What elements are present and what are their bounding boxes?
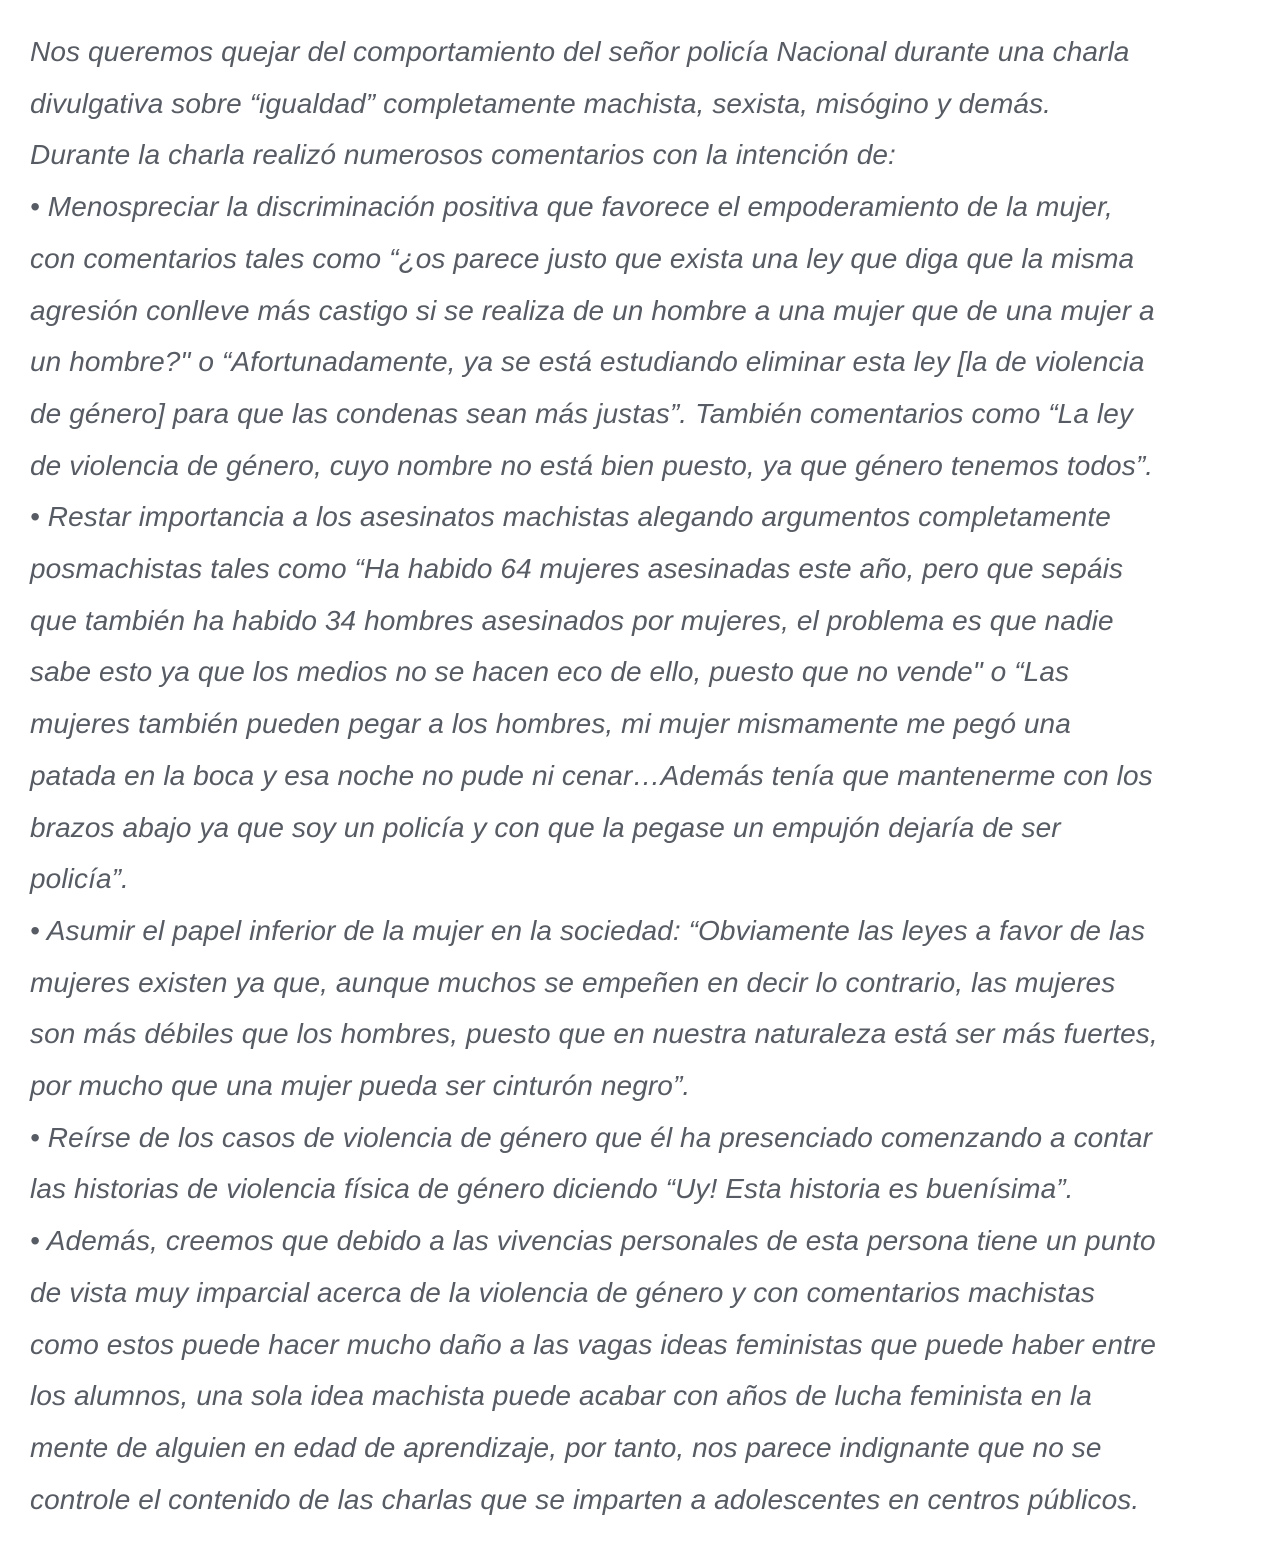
text-line: como estos puede hacer mucho daño a las vagas ideas feministas que puede haber entre (30, 1328, 1157, 1360)
text-line: mujeres existen ya que, aunque muchos se empeñen en decir lo contrario, las mujeres (30, 966, 1116, 998)
text-line: patada en la boca y esa noche no pude ni cenar…Además tenía que mantenerme con los (30, 759, 1153, 791)
text-line: sabe esto ya que los medios no se hacen eco de ello, puesto que no vende" o “Las (30, 656, 1070, 688)
text-line: los alumnos, una sola idea machista puede acabar con años de lucha feminista en la (30, 1380, 1092, 1412)
text-line: con comentarios tales como “¿os parece justo que exista una ley que diga que la misma (30, 242, 1135, 274)
text-line: mente de alguien en edad de aprendizaje, por tanto, nos parece indignante que no se (30, 1431, 1102, 1463)
text-line-bullet: • Menospreciar la discriminación positiva que favorece el empoderamiento de la mujer, (30, 191, 1113, 223)
text-line: Durante la charla realizó numerosos comentarios con la intención de: (30, 139, 896, 171)
text-line: Nos queremos quejar del comportamiento del señor policía Nacional durante una charla (30, 36, 1130, 67)
text-line: las historias de violencia física de género diciendo “Uy! Esta historia es buenísima”. (30, 1173, 1074, 1205)
text-line-bullet: • Restar importancia a los asesinatos machistas alegando argumentos completamente (30, 501, 1111, 533)
text-line-bullet: • Además, creemos que debido a las vivencias personales de esta persona tiene un punto (30, 1225, 1156, 1257)
text-line: por mucho que una mujer pueda ser cinturón negro”. (30, 1070, 691, 1102)
text-line: de violencia de género, cuyo nombre no está bien puesto, ya que género tenemos todos”. (30, 449, 1154, 481)
text-line-bullet: • Asumir el papel inferior de la mujer en la sociedad: “Obviamente las leyes a favor de las (30, 914, 1146, 946)
text-line: un hombre?" o “Afortunadamente, ya se está estudiando eliminar esta ley [la de violencia (30, 346, 1145, 378)
text-line: mujeres también pueden pegar a los hombres, mi mujer mismamente me pegó una (30, 708, 1071, 740)
text-line: de vista muy imparcial acerca de la violencia de género y con comentarios machistas (30, 1276, 1096, 1308)
text-line: posmachistas tales como “Ha habido 64 mujeres asesinadas este año, pero que sepáis (30, 553, 1124, 585)
text-line: policía”. (30, 863, 129, 895)
text-line: brazos abajo ya que soy un policía y con que la pegase un empujón dejaría de ser (30, 811, 1061, 843)
text-line: de género] para que las condenas sean más justas”. También comentarios como “La ley (30, 397, 1133, 429)
text-line: son más débiles que los hombres, puesto que en nuestra naturaleza está ser más fuertes, (30, 1018, 1158, 1050)
text-line: agresión conlleve más castigo si se realiza de un hombre a una mujer que de una mujer a (30, 294, 1155, 326)
text-line: que también ha habido 34 hombres asesinados por mujeres, el problema es que nadie (30, 604, 1114, 636)
text-line: controle el contenido de las charlas que se imparten a adolescentes en centros públicos. (30, 1483, 1140, 1515)
text-line: divulgativa sobre “igualdad” completamente machista, sexista, misógino y demás. (30, 87, 1052, 119)
text-line-bullet: • Reírse de los casos de violencia de género que él ha presenciado comenzando a contar (30, 1121, 1152, 1153)
